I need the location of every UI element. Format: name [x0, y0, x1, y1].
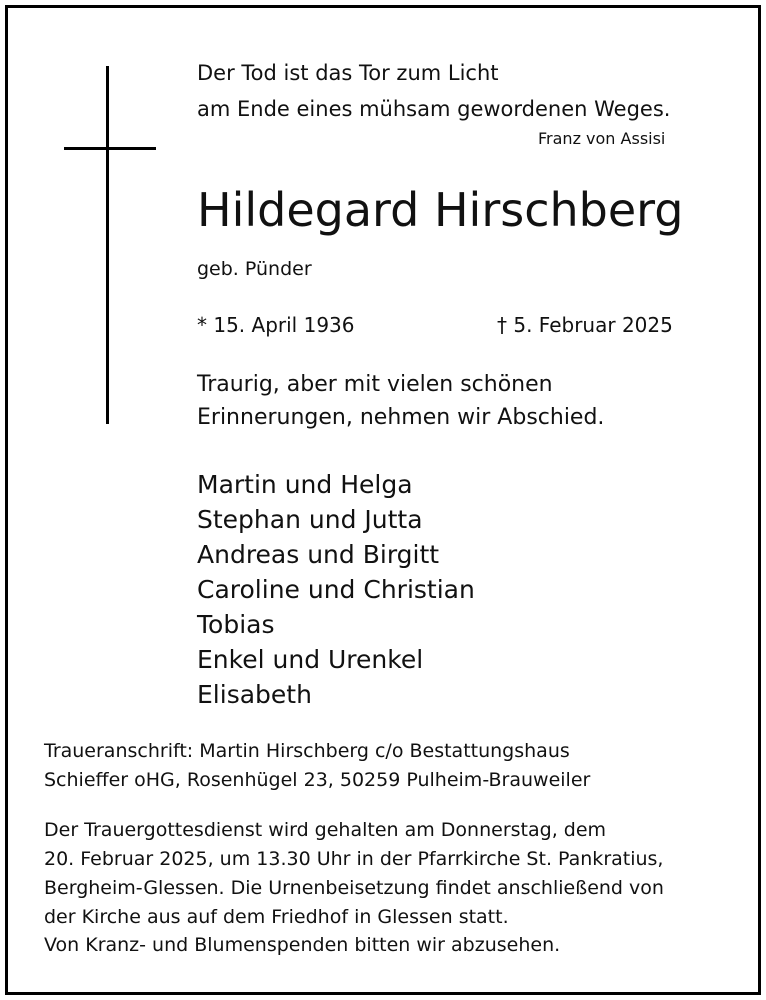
mourning-line-2: Erinnerungen, nehmen wir Abschied.	[197, 405, 605, 430]
birth-date: * 15. April 1936	[197, 313, 355, 337]
family-member: Martin und Helga	[197, 470, 413, 499]
family-member: Stephan und Jutta	[197, 505, 423, 534]
address-line-1: Traueranschrift: Martin Hirschberg c/o Bestattungshaus	[44, 740, 570, 762]
cross-horizontal-bar	[64, 147, 156, 150]
family-member: Andreas und Birgitt	[197, 540, 440, 569]
death-date: † 5. Februar 2025	[497, 313, 673, 337]
mourning-address	[44, 737, 590, 795]
maiden-name: geb. Pünder	[197, 258, 312, 280]
service-line-3: Bergheim-Glessen. Die Urnenbeisetzung findet anschließend von	[44, 877, 664, 899]
family-member: Tobias	[197, 610, 275, 639]
family-member: Caroline und Christian	[197, 575, 475, 604]
family-member: Enkel und Urenkel	[197, 645, 424, 674]
family-list	[197, 467, 475, 712]
mourning-line-1: Traurig, aber mit vielen schönen	[197, 372, 553, 397]
address-line-2: Schieffer oHG, Rosenhügel 23, 50259 Pulheim-Brauweiler	[44, 769, 591, 791]
quote-author: Franz von Assisi	[538, 129, 666, 148]
quote-line-1: Der Tod ist das Tor zum Licht	[197, 61, 499, 85]
cross-vertical-bar	[106, 66, 109, 424]
deceased-name: Hildegard Hirschberg	[197, 183, 684, 237]
service-info	[44, 816, 664, 932]
family-member: Elisabeth	[197, 680, 312, 709]
service-line-2: 20. Februar 2025, um 13.30 Uhr in der Pfarrkirche St. Pankratius,	[44, 848, 664, 870]
service-line-4: der Kirche aus auf dem Friedhof in Glessen statt.	[44, 906, 509, 928]
quote-line-2: am Ende eines mühsam gewordenen Weges.	[197, 97, 671, 121]
service-line-1: Der Trauergottesdienst wird gehalten am Donnerstag, dem	[44, 819, 607, 841]
flowers-note: Von Kranz- und Blumenspenden bitten wir abzusehen.	[44, 934, 561, 956]
